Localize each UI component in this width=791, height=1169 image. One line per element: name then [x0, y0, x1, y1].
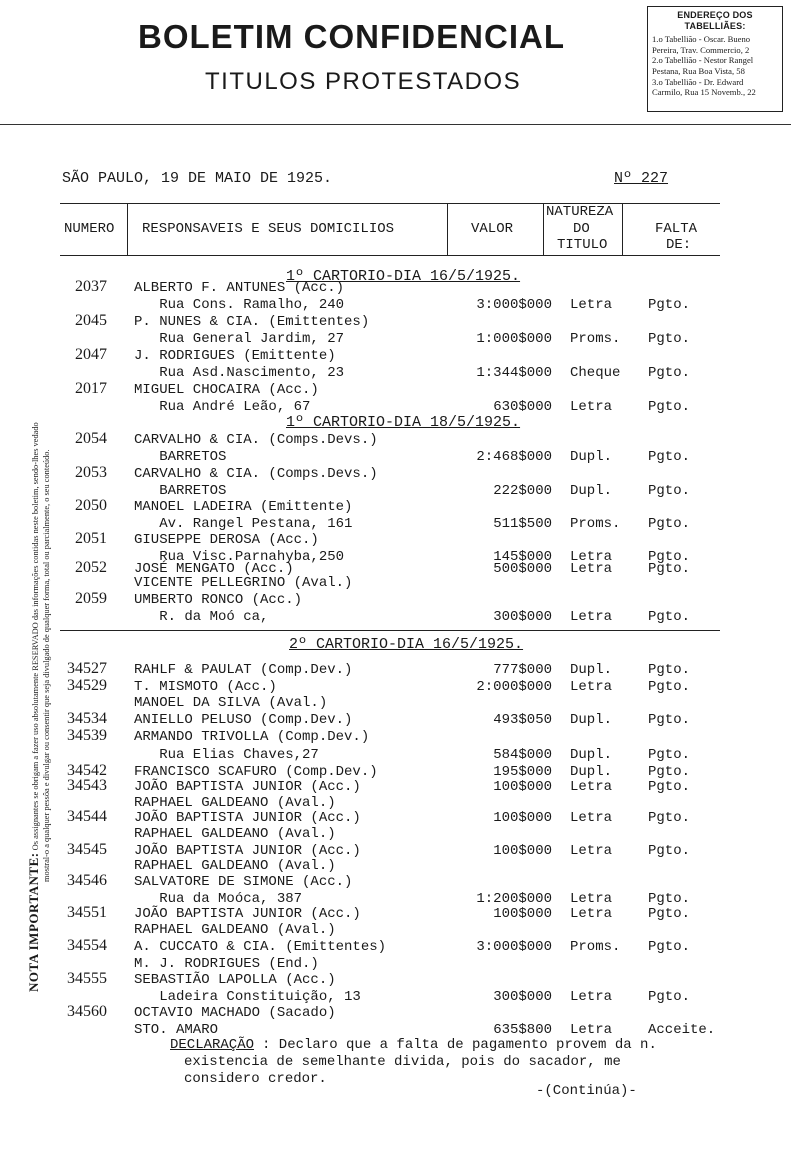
bulletin-subtitle: TITULOS PROTESTADOS	[205, 68, 522, 95]
row-responsible: RAPHAEL GALDEANO (Aval.)	[134, 922, 336, 938]
row-responsible: GIUSEPPE DEROSA (Acc.)	[134, 532, 319, 548]
row-title-type: Letra	[570, 549, 613, 565]
declaration-text: existencia de semelhante divida, pois do sacador, me	[184, 1054, 621, 1070]
col-header-falta: FALTA	[655, 221, 698, 237]
col-divider	[447, 203, 448, 255]
row-title-type: Letra	[570, 297, 613, 313]
row-missing: Pgto.	[648, 561, 691, 577]
row-number: 34544	[67, 808, 107, 825]
row-value: 100$000	[493, 810, 552, 826]
side-note-text	[28, 132, 52, 992]
address-box-heading: ENDEREÇO DOS TABELLIÃES:	[677, 10, 753, 31]
section-heading: 1º CARTORIO-DIA 16/5/1925.	[286, 268, 521, 285]
row-responsible: JOÃO BAPTISTA JUNIOR (Acc.)	[134, 810, 361, 826]
row-responsible: Rua General Jardim, 27	[134, 331, 345, 347]
row-number: 34527	[67, 660, 107, 677]
notary-address-box	[647, 6, 783, 112]
side-note-line: mostral-o a qualquer pessôa e divulgar ou consentir que seja divulgado de qualquer forma, total ou parcialmente, o seu conteúdo.	[42, 449, 51, 882]
row-title-type: Proms.	[570, 331, 621, 347]
col-header-falta: DE:	[666, 237, 692, 253]
row-value: 630$000	[493, 399, 552, 415]
section-divider-rule	[60, 630, 720, 631]
row-title-type: Letra	[570, 779, 613, 795]
row-title-type: Dupl.	[570, 662, 613, 678]
row-value: 2:468$000	[476, 449, 552, 465]
row-responsible: RAPHAEL GALDEANO (Aval.)	[134, 858, 336, 874]
bulletin-number: Nº 227	[614, 170, 669, 187]
row-missing: Pgto.	[648, 906, 691, 922]
declaration-label: DECLARAÇÃO	[170, 1037, 255, 1053]
row-missing: Pgto.	[648, 609, 691, 625]
col-header-responsaveis: RESPONSAVEIS E SEUS DOMICILIOS	[142, 221, 395, 237]
row-missing: Pgto.	[648, 810, 691, 826]
row-responsible: Av. Rangel Pestana, 161	[134, 516, 353, 532]
row-missing: Pgto.	[648, 365, 691, 381]
row-number: 2037	[75, 278, 107, 295]
row-number: 34543	[67, 777, 107, 794]
row-title-type: Letra	[570, 891, 613, 907]
row-title-type: Letra	[570, 609, 613, 625]
row-value: 100$000	[493, 906, 552, 922]
row-missing: Pgto.	[648, 779, 691, 795]
address-line: 2.o Tabellião - Nestor Rangel	[652, 55, 754, 66]
row-value: 500$000	[493, 561, 552, 577]
row-responsible: MANOEL LADEIRA (Emittente)	[134, 499, 353, 515]
row-responsible: Rua André Leão, 67	[134, 399, 311, 415]
header-rule	[0, 124, 791, 125]
section-heading: 2º CARTORIO-DIA 16/5/1925.	[289, 636, 524, 653]
row-number: 34539	[67, 727, 107, 744]
row-value: 300$000	[493, 989, 552, 1005]
row-responsible: M. J. RODRIGUES (End.)	[134, 956, 319, 972]
row-responsible: Rua Elias Chaves,27	[134, 747, 319, 763]
row-responsible: BARRETOS	[134, 483, 227, 499]
table-top-rule	[60, 203, 720, 204]
row-responsible: JOÃO BAPTISTA JUNIOR (Acc.)	[134, 906, 361, 922]
row-value: 1:000$000	[476, 331, 552, 347]
row-missing: Pgto.	[648, 679, 691, 695]
row-value: 3:000$000	[476, 939, 552, 955]
row-responsible: T. MISMOTO (Acc.)	[134, 679, 277, 695]
table-header-rule	[60, 255, 720, 256]
row-title-type: Letra	[570, 1022, 613, 1038]
side-note-label: NOTA IMPORTANTE:	[26, 852, 41, 992]
row-missing: Pgto.	[648, 331, 691, 347]
row-responsible: BARRETOS	[134, 449, 227, 465]
row-responsible: JOSÉ MENGATO (Acc.)	[134, 561, 294, 577]
row-missing: Pgto.	[648, 747, 691, 763]
declaration-text: considero credor.	[184, 1071, 327, 1087]
row-responsible: J. RODRIGUES (Emittente)	[134, 348, 336, 364]
row-missing: Pgto.	[648, 939, 691, 955]
col-divider	[543, 203, 544, 255]
row-responsible: MANOEL DA SILVA (Aval.)	[134, 695, 328, 711]
row-responsible: R. da Moó ca,	[134, 609, 269, 625]
continua-note: -(Continúa)-	[536, 1083, 637, 1099]
address-line: Pestana, Rua Boa Vista, 58	[652, 65, 745, 76]
row-missing: Pgto.	[648, 662, 691, 678]
row-value: 100$000	[493, 779, 552, 795]
row-missing: Pgto.	[648, 891, 691, 907]
col-divider	[622, 203, 623, 255]
row-responsible: VICENTE PELLEGRINO (Aval.)	[134, 575, 353, 591]
row-number: 2054	[75, 430, 107, 447]
row-missing: Pgto.	[648, 764, 691, 780]
row-number: 2059	[75, 590, 107, 607]
row-title-type: Letra	[570, 810, 613, 826]
row-number: 34554	[67, 937, 107, 954]
col-divider	[127, 203, 128, 255]
row-value: 635$800	[493, 1022, 552, 1038]
row-number: 34555	[67, 970, 107, 987]
row-value: 511$500	[493, 516, 552, 532]
row-responsible: JOÃO BAPTISTA JUNIOR (Acc.)	[134, 779, 361, 795]
row-title-type: Dupl.	[570, 747, 613, 763]
bulletin-title: BOLETIM CONFIDENCIAL	[138, 18, 565, 55]
address-line: Pereira, Trav. Commercio, 2	[652, 44, 750, 55]
row-value: 195$000	[493, 764, 552, 780]
row-number: 2047	[75, 346, 107, 363]
row-responsible: CARVALHO & CIA. (Comps.Devs.)	[134, 432, 378, 448]
row-number: 2045	[75, 312, 107, 329]
row-responsible: Ladeira Constituição, 13	[134, 989, 361, 1005]
row-value: 777$000	[493, 662, 552, 678]
row-responsible: FRANCISCO SCAFURO (Comp.Dev.)	[134, 764, 378, 780]
row-title-type: Dupl.	[570, 483, 613, 499]
row-responsible: STO. AMARO	[134, 1022, 219, 1038]
row-value: 584$000	[493, 747, 552, 763]
row-responsible: Rua da Moóca, 387	[134, 891, 303, 907]
row-title-type: Cheque	[570, 365, 621, 381]
row-number: 34546	[67, 872, 107, 889]
row-number: 2053	[75, 464, 107, 481]
col-header-natureza: TITULO	[557, 237, 608, 253]
row-value: 1:344$000	[476, 365, 552, 381]
row-responsible: ARMANDO TRIVOLLA (Comp.Dev.)	[134, 729, 370, 745]
row-responsible: Rua Asd.Nascimento, 23	[134, 365, 345, 381]
row-value: 222$000	[493, 483, 552, 499]
col-header-natureza: DO	[573, 221, 590, 237]
row-missing: Pgto.	[648, 449, 691, 465]
row-responsible: ALBERTO F. ANTUNES (Acc.)	[134, 280, 345, 296]
row-title-type: Proms.	[570, 516, 621, 532]
row-number: 34551	[67, 904, 107, 921]
row-number: 2052	[75, 559, 107, 576]
row-title-type: Dupl.	[570, 764, 613, 780]
row-missing: Pgto.	[648, 712, 691, 728]
row-title-type: Proms.	[570, 939, 621, 955]
row-number: 34545	[67, 841, 107, 858]
dateline: SÃO PAULO, 19 DE MAIO DE 1925.	[62, 170, 333, 187]
row-title-type: Letra	[570, 399, 613, 415]
row-missing: Pgto.	[648, 483, 691, 499]
address-line: Carmilo, Rua 15 Novemb., 22	[652, 87, 756, 98]
declaration-text: : Declaro que a falta de pagamento provem da n.	[262, 1037, 657, 1053]
row-number: 34534	[67, 710, 107, 727]
section-heading: 1º CARTORIO-DIA 18/5/1925.	[286, 414, 521, 431]
row-missing: Acceite.	[648, 1022, 716, 1038]
row-title-type: Letra	[570, 843, 613, 859]
row-number: 34542	[67, 762, 107, 779]
row-responsible: P. NUNES & CIA. (Emittentes)	[134, 314, 370, 330]
row-value: 300$000	[493, 609, 552, 625]
side-note-line: Os assignantes se obrigam a fazer uso absolutamente RESERVADO das informações contidas neste boletim, sendo-lhes vedado	[31, 422, 40, 851]
row-value: 3:000$000	[476, 297, 552, 313]
row-number: 34560	[67, 1003, 107, 1020]
row-responsible: ANIELLO PELUSO (Comp.Dev.)	[134, 712, 353, 728]
row-responsible: Rua Cons. Ramalho, 240	[134, 297, 345, 313]
row-responsible: A. CUCCATO & CIA. (Emittentes)	[134, 939, 387, 955]
row-responsible: RAPHAEL GALDEANO (Aval.)	[134, 826, 336, 842]
row-missing: Pgto.	[648, 989, 691, 1005]
row-responsible: MIGUEL CHOCAIRA (Acc.)	[134, 382, 319, 398]
row-title-type: Letra	[570, 679, 613, 695]
row-value: 2:000$000	[476, 679, 552, 695]
row-responsible: CARVALHO & CIA. (Comps.Devs.)	[134, 466, 378, 482]
col-header-natureza: NATUREZA	[546, 204, 614, 220]
address-line: 1.o Tabellião - Oscar. Bueno	[652, 34, 751, 45]
row-missing: Pgto.	[648, 549, 691, 565]
row-title-type: Dupl.	[570, 449, 613, 465]
row-missing: Pgto.	[648, 399, 691, 415]
row-value: 100$000	[493, 843, 552, 859]
row-missing: Pgto.	[648, 843, 691, 859]
row-responsible: SALVATORE DE SIMONE (Acc.)	[134, 874, 353, 890]
row-value: 1:200$000	[476, 891, 552, 907]
side-note	[0, 150, 60, 1010]
row-title-type: Letra	[570, 989, 613, 1005]
row-title-type: Dupl.	[570, 712, 613, 728]
col-header-valor: VALOR	[471, 221, 514, 237]
row-responsible: JOÃO BAPTISTA JUNIOR (Acc.)	[134, 843, 361, 859]
row-responsible: Rua Visc.Parnahyba,250	[134, 549, 345, 565]
row-number: 2050	[75, 497, 107, 514]
row-responsible: UMBERTO RONCO (Acc.)	[134, 592, 303, 608]
row-number: 2051	[75, 530, 107, 547]
col-header-numero: NUMERO	[64, 221, 115, 237]
row-title-type: Letra	[570, 561, 613, 577]
row-responsible: OCTAVIO MACHADO (Sacado)	[134, 1005, 336, 1021]
row-responsible: RAHLF & PAULAT (Comp.Dev.)	[134, 662, 353, 678]
row-responsible: SEBASTIÃO LAPOLLA (Acc.)	[134, 972, 336, 988]
row-number: 2017	[75, 380, 107, 397]
row-value: 145$000	[493, 549, 552, 565]
row-title-type: Letra	[570, 906, 613, 922]
row-number: 34529	[67, 677, 107, 694]
row-value: 493$050	[493, 712, 552, 728]
row-missing: Pgto.	[648, 297, 691, 313]
address-line: 3.o Tabellião - Dr. Edward	[652, 76, 744, 87]
row-missing: Pgto.	[648, 516, 691, 532]
row-responsible: RAPHAEL GALDEANO (Aval.)	[134, 795, 336, 811]
